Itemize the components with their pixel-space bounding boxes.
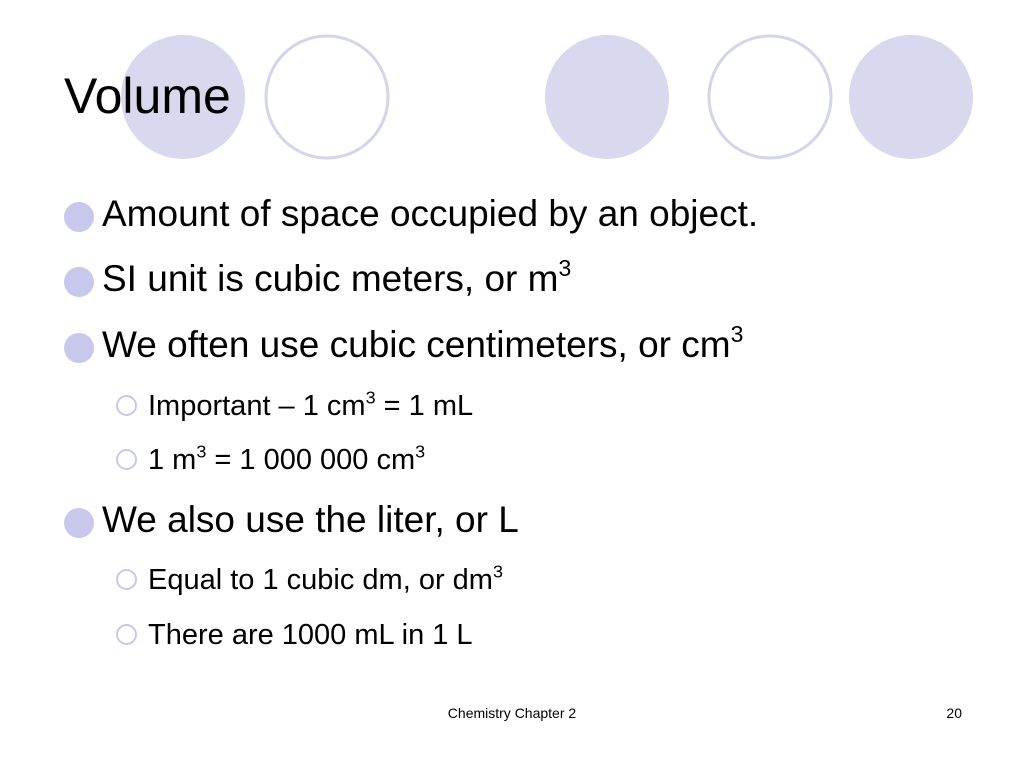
superscript: 3 [558, 255, 572, 282]
deco-circle-filled [849, 35, 973, 159]
sub-bullet-text: There are 1000 mL in 1 L [148, 619, 473, 651]
slide-title: Volume [64, 68, 231, 124]
sub-bullet-text: Important – 1 $cm^3 = 1$ mL [148, 387, 474, 422]
sub-bullet-text: Equal to 1 cubic dm, or $dm^3$ [148, 561, 503, 596]
bullet-text: SI unit is cubic meters, or $m^3$ [102, 255, 572, 299]
hollow-circle-bullet-icon [116, 395, 137, 416]
superscript: 3 [365, 387, 376, 408]
sub-bullet-text: 1 $m^3 = 1$ 000 000 $cm^3$ [148, 441, 426, 476]
slide-page-number: 20 [946, 705, 962, 721]
filled-circle-bullet-icon [64, 202, 94, 232]
hollow-circle-bullet-icon [116, 449, 137, 470]
bullet-text: We also use the liter, or L [102, 499, 519, 540]
filled-circle-bullet-icon [64, 267, 94, 297]
superscript: 3 [196, 441, 207, 462]
footer-course-label: Chemistry Chapter 2 [447, 705, 577, 721]
filled-circle-bullet-icon [64, 333, 94, 363]
superscript: 3 [415, 441, 426, 462]
bullet-text: We often use cubic centimeters, or $cm^3$ [102, 321, 744, 365]
deco-circle-outline [266, 36, 388, 158]
deco-circle-outline [709, 36, 831, 158]
hollow-circle-bullet-icon [116, 569, 137, 590]
filled-circle-bullet-icon [64, 508, 94, 538]
superscript: 3 [492, 561, 503, 582]
bullet-text: Amount of space occupied by an object. [102, 193, 759, 234]
superscript: 3 [730, 321, 744, 348]
deco-circle-filled [545, 35, 669, 159]
hollow-circle-bullet-icon [116, 624, 137, 645]
